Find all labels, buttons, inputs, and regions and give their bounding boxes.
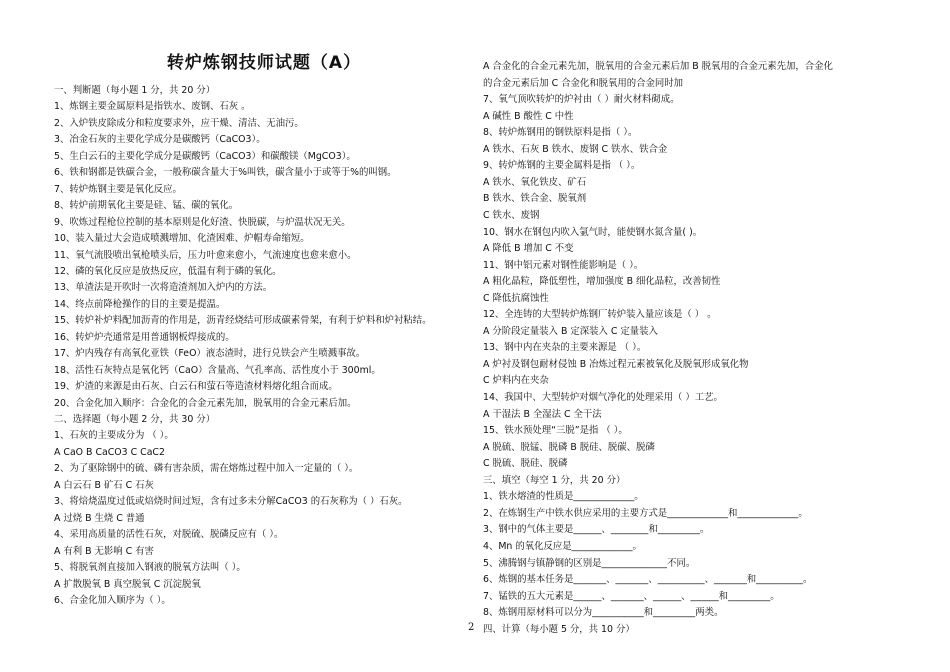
left-column-line: 15、转炉补炉料配加沥青的作用是，沥青经烧结可形成碳素骨架，有利于炉料和炉衬粘结。	[54, 315, 432, 327]
page-number: 2	[468, 622, 475, 633]
left-column-line: 一、判断题（每小题 1 分，共 20 分）	[54, 85, 216, 96]
right-column-line: 9、转炉炼钢的主要金属料是指 （ ）。	[483, 160, 641, 172]
right-column-line: 10、钢水在钢包内吹入氩气时，能使钢水氮含量( )。	[483, 226, 703, 238]
left-column-line: A 白云石 B 矿石 C 石灰	[54, 479, 154, 491]
right-column-line: 14、我国中、大型转炉对烟气净化的处理采用（ ）工艺。	[483, 392, 723, 403]
right-column-line: A 分阶段定量装入 B 定深装入 C 定量装入	[483, 325, 658, 337]
right-column-line: 12、全连铸的大型转炉炼钢厂转炉装入量应该是（ ） 。	[483, 309, 717, 321]
right-column-line: C 脱硫、脱硅、脱磷	[483, 458, 568, 470]
right-column-line: C 铁水、废钢	[483, 209, 540, 221]
right-column-line: 7、氧气顶吹转炉的炉衬由（ ）耐火材料砌成。	[483, 94, 680, 106]
left-column-line: 10、装入量过大会造成喷溅增加、化渣困难、炉帽寿命缩短。	[54, 233, 310, 245]
left-column-line: 12、磷的氧化反应是放热反应，低温有利于磷的氧化。	[54, 265, 282, 277]
right-column-line: 四、计算（每小题 5 分，共 10 分）	[483, 623, 635, 635]
left-column-line: 5、将脱氧剂直接加入钢液的脱氧方法叫（ ）。	[54, 562, 246, 574]
right-column-line: A 铁水、石灰 B 铁水、废钢 C 铁水、铁合金	[483, 143, 668, 155]
left-column-line: 19、炉渣的来源是由石灰、白云石和萤石等造渣材料熔化组合而成。	[54, 381, 338, 393]
left-column-line: 2、为了驱除钢中的硫、磷有害杂质，需在熔炼过程中加入一定量的（ ）。	[54, 463, 359, 475]
left-column-line: 6、铁和钢都是铁碳合金，一般称碳含量大于%叫铁，碳含量小于或等于%的叫钢。	[54, 167, 397, 179]
right-column-line: A 粗化晶粒，降低塑性，增加强度 B 细化晶粒，改善韧性	[483, 276, 721, 288]
left-column-line: 8、转炉前期氧化主要是硅、锰、碳的氧化。	[54, 200, 239, 212]
right-column-line: A 炉衬及钢包耐材侵蚀 B 冶炼过程元素被氧化及脱氧形成氧化物	[483, 358, 749, 370]
right-column-line: B 铁水、铁合金、脱氧剂	[483, 193, 587, 205]
left-column-line: 1、石灰的主要成分为 （ ）。	[54, 430, 174, 442]
right-column-line: C 炉料内在夹杂	[483, 375, 549, 387]
right-column-line: 6、炼钢的基本任务是_______、_______、__________、_______和__________。	[483, 574, 813, 586]
left-column-line: A 扩散脱氧 B 真空脱氧 C 沉淀脱氧	[54, 578, 201, 590]
left-column-line: 5、生白云石的主要化学成分是碳酸钙（CaCO3）和碳酸镁（MgCO3）。	[54, 150, 356, 162]
right-column-line: 5、沸腾钢与镇静钢的区别是______________不同。	[483, 557, 696, 569]
right-column-line: 三、填空（每空 1 分，共 20 分）	[483, 474, 626, 486]
right-column-line: A 铁水、氧化铁皮、矿石	[483, 176, 587, 188]
left-column-line: A 过烧 B 生烧 C 普通	[54, 512, 145, 524]
left-column-line: 14、终点前降枪操作的目的主要是提温。	[54, 298, 226, 310]
right-column-line: 3、钢中的气体主要是______、________和_________。	[483, 524, 710, 536]
right-column-line: A 脱硫、脱锰、脱磷 B 脱硅、脱碳、脱磷	[483, 441, 655, 453]
left-column-line: 9、吹炼过程枪位控制的基本原则是化好渣、快脱碳，与炉温状况无关。	[54, 216, 351, 228]
left-column-line: 11、氧气流股喷出氧枪喷头后，压力叶愈来愈小，气流速度也愈来愈小。	[54, 249, 357, 261]
left-column-line: 4、采用高质量的活性石灰，对脱硫、脱磷反应有（ ）。	[54, 529, 284, 541]
right-column-line: A 碱性 B 酸性 C 中性	[483, 110, 574, 122]
left-column-line: 3、冶金石灰的主要化学成分是碳酸钙（CaCO3）。	[54, 134, 266, 146]
page-title: 转炉炼钢技师试题（A）	[166, 53, 362, 73]
right-column-line: 的合金元素后加 C 合金化和脱氧用的合金同时加	[483, 77, 684, 89]
right-column-line: 2、在炼钢生产中铁水供应采用的主要方式是_____________和_____________。	[483, 507, 808, 519]
left-column-line: A CaO B CaCO3 C CaC2	[54, 446, 165, 458]
right-column-line: A 降低 B 增加 C 不变	[483, 243, 574, 255]
right-column-line: 8、转炉炼钢用的钢铁原料是指（ ）。	[483, 127, 638, 139]
right-column-line: 13、钢中内在夹杂的主要来源是 （ ）。	[483, 342, 647, 354]
left-column-line: 二、选择题（每小题 2 分，共 30 分）	[54, 414, 216, 425]
left-column-line: 2、入炉铁皮除成分和粒度要求外，应干燥、清洁、无油污。	[54, 117, 304, 129]
right-column-line: A 干湿法 B 全湿法 C 全干法	[483, 408, 602, 420]
left-column-line: 7、转炉炼钢主要是氧化反应。	[54, 183, 182, 195]
right-column-line: 8、炼钢用原材料可以分为___________和_________两类。	[483, 607, 724, 619]
left-column-line: 6、合金化加入顺序为（ ）。	[54, 594, 171, 606]
left-column-line: 20、合金化加入顺序：合金化的合金元素先加，脱氧用的合金元素后加。	[54, 397, 357, 409]
right-column-line: 4、Mn 的氧化反应是_____________。	[483, 540, 642, 552]
left-column-line: 17、炉内残存有高氧化亚铁（FeO）液态渣时，进行兑铁会产生喷溅事故。	[54, 348, 366, 360]
left-column-line: 1、炼钢主要金属原料是指铁水、废钢、石灰 。	[54, 101, 251, 113]
left-column-line: 16、转炉炉壳通常是用普通钢板焊接成的。	[54, 331, 235, 343]
left-column-line: A 有利 B 无影响 C 有害	[54, 545, 154, 557]
right-column-line: 1、铁水熔渣的性质是_____________。	[483, 491, 644, 503]
right-column-line: 7、锰铁的五大元素是______、_______、______、______和_________。	[483, 590, 780, 602]
left-column-line: 3、将焙烧温度过低或焙烧时间过短，含有过多未分解CaCO3 的石灰称为（ ）石灰。	[54, 496, 408, 508]
right-column-line: 11、钢中铝元素对钢性能影响是（ ）。	[483, 259, 644, 271]
left-column-line: 13、单渣法是开吹时一次将造渣剂加入炉内的方法。	[54, 282, 273, 294]
right-column-line: C 降低抗腐蚀性	[483, 292, 549, 304]
left-column-line: 18、活性石灰特点是氧化钙（CaO）含量高、气孔率高、活性度小于 300ml。	[54, 364, 381, 376]
right-column-line: 15、铁水预处理“三脱”是指 （ ）。	[483, 425, 628, 437]
right-column-line: A 合金化的合金元素先加，脱氧用的合金元素后加 B 脱氧用的合金元素先加，合金化	[483, 61, 833, 72]
